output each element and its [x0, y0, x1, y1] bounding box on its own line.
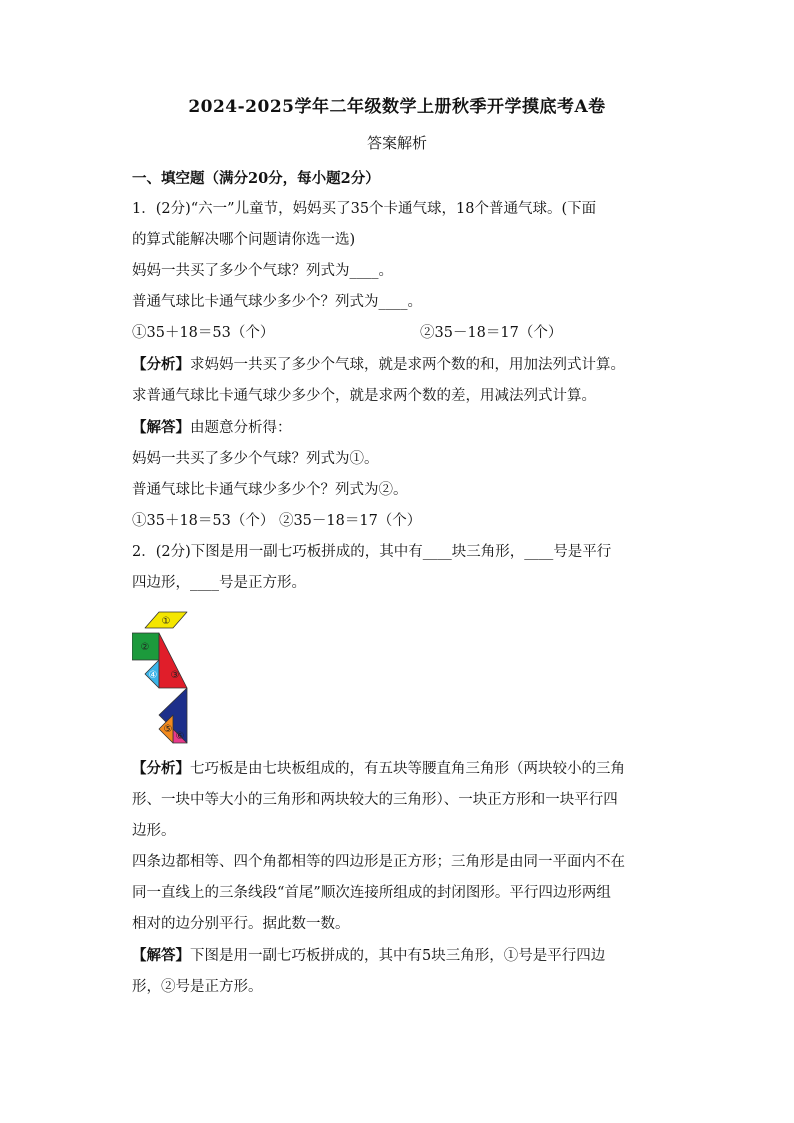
q1-sub-question-1: 妈妈一共买了多少个气球？列式为____。: [132, 263, 393, 279]
q1-analysis-line1: [132, 349, 680, 381]
tangram-label-2: ②: [140, 642, 150, 653]
q1-option-2: ②35－18＝17（个）: [420, 325, 563, 341]
tangram-svg: [132, 605, 214, 747]
q2-stem-line2: 四边形，____号是正方形。: [132, 575, 306, 591]
tangram-figure: [132, 605, 214, 747]
q2-answer-text: 下图是用一副七巧板拼成的，其中有5块三角形，①号是平行四边: [190, 948, 606, 964]
q1-analysis-line2: 求普通气球比卡通气球少多少个，就是求两个数的差，用减法列式计算。: [132, 388, 596, 404]
tangram-label-6: ⑥: [175, 731, 185, 742]
q2-analysis-line2: 形、一块中等大小的三角形和两块较大的三角形）、一块正方形和一块平行四: [132, 792, 618, 808]
q2-analysis-line3: 边形。: [132, 823, 176, 839]
document-title: 2024-2025学年二年级数学上册秋季开学摸底考A卷: [188, 97, 606, 117]
q2-analysis-line5: 同一直线上的三条线段“首尾”顺次连接所组成的封闭图形。平行四边形两组: [132, 885, 611, 901]
q1-answer-line4: ①35＋18＝53（个） ②35－18＝17（个）: [132, 513, 422, 529]
q1-options: [132, 318, 680, 349]
q1-sub-question-2: 普通气球比卡通气球少多少个？列式为____。: [132, 294, 422, 310]
q2-stem-line1: 2．(2分)下图是用一副七巧板拼成的，其中有____块三角形，____号是平行: [132, 544, 612, 560]
document-subtitle: 答案解析: [366, 134, 427, 152]
q2-analysis-text: 七巧板是由七块板组成的，有五块等腰直角三角形（两块较小的三角: [190, 761, 625, 777]
q2-analysis-line4: 四条边都相等、四个角都相等的四边形是正方形；三角形是由同一平面内不在: [132, 854, 625, 870]
q2-answer-line1: [132, 940, 680, 972]
q1-answer-text: 由题意分析得：: [190, 420, 292, 436]
q1-analysis-tag: 【分析】: [132, 356, 190, 373]
q1-answer-line1: [132, 412, 680, 444]
document-content: [132, 163, 680, 1003]
q2-analysis-line6: 相对的边分别平行。据此数一数。: [132, 916, 350, 932]
q1-answer-tag: 【解答】: [132, 419, 190, 436]
q1-answer-line2: 妈妈一共买了多少个气球？列式为①。: [132, 451, 379, 467]
tangram-label-3: ③: [170, 670, 180, 681]
q1-stem-line2: 的算式能解决哪个问题请你选一选): [132, 232, 356, 248]
q2-answer-tag: 【解答】: [132, 947, 190, 964]
tangram-label-7: ⑦: [190, 701, 200, 712]
q1-option-1: ①35＋18＝53（个）: [132, 325, 275, 341]
tangram-label-1: ①: [161, 616, 171, 627]
section-heading: 一、填空题（满分20分，每小题2分）: [132, 170, 380, 187]
q1-analysis-text: 求妈妈一共买了多少个气球，就是求两个数的和，用加法列式计算。: [190, 357, 625, 373]
q2-analysis-tag: 【分析】: [132, 760, 190, 777]
q1-stem-line1: 1．(2分)“六一”儿童节，妈妈买了35个卡通气球，18个普通气球。(下面: [132, 201, 597, 217]
q2-answer-line2: 形，②号是正方形。: [132, 979, 263, 995]
tangram-label-5: ⑤: [163, 724, 173, 735]
q1-answer-line3: 普通气球比卡通气球少多少个？列式为②。: [132, 482, 408, 498]
tangram-label-4: ④: [148, 670, 158, 681]
q2-analysis-line1: [132, 753, 680, 785]
